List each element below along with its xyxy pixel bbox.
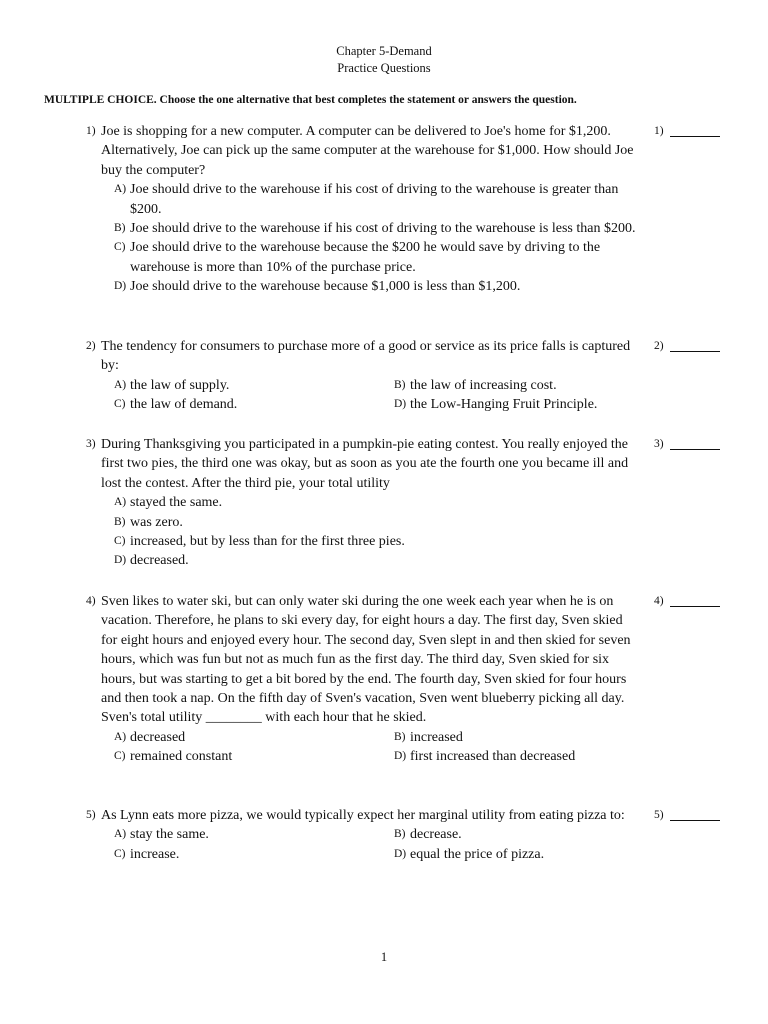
option-text: decreased. [130, 553, 189, 569]
option-c[interactable] [114, 747, 394, 766]
answer-label: 3) [654, 438, 664, 450]
option-b[interactable] [394, 376, 654, 395]
option-d[interactable] [114, 551, 642, 570]
question-number: 2) [86, 340, 96, 352]
question-3 [86, 435, 642, 571]
answer-label: 2) [654, 340, 664, 352]
option-d[interactable] [394, 747, 654, 766]
question-number: 5) [86, 809, 96, 821]
option-label: C) [114, 750, 126, 763]
option-label: D) [394, 750, 407, 763]
answer-blank-3[interactable] [654, 437, 720, 450]
option-label: D) [394, 847, 407, 860]
question-number: 4) [86, 595, 96, 607]
option-c[interactable] [114, 532, 642, 551]
option-text: increased [410, 729, 463, 745]
instructions: MULTIPLE CHOICE. Choose the one alternative that best completes the statement or answers the question. [44, 94, 577, 106]
option-label: A) [114, 183, 127, 196]
option-label: C) [114, 398, 126, 411]
option-text: Joe should drive to the warehouse if his cost of driving to the warehouse is less than $200. [130, 221, 636, 237]
answer-line [670, 437, 720, 450]
option-label: B) [394, 828, 406, 841]
page-number: 1 [380, 950, 388, 964]
option-text: Joe should drive to the warehouse because $1,000 is less than $1,200. [130, 279, 521, 295]
option-a[interactable] [114, 376, 394, 395]
option-label: B) [114, 515, 126, 528]
answer-blank-5[interactable] [654, 808, 720, 821]
option-label: A) [114, 496, 127, 509]
option-text: the law of demand. [130, 397, 238, 413]
option-c[interactable] [114, 238, 642, 277]
option-label: C) [114, 847, 126, 860]
option-label: C) [114, 535, 126, 548]
option-b[interactable] [394, 825, 654, 844]
option-text: remained constant [130, 749, 233, 765]
option-text: the Low-Hanging Fruit Principle. [410, 397, 598, 413]
option-text: was zero. [130, 514, 183, 530]
answer-blank-2[interactable] [654, 339, 720, 352]
question-4 [86, 592, 642, 767]
option-label: D) [394, 398, 407, 411]
option-text: decreased [130, 729, 186, 745]
answer-line [670, 339, 720, 352]
question-text: The tendency for consumers to purchase more of a good or service as its price falls is captured by: [101, 339, 631, 374]
option-a[interactable] [114, 180, 642, 219]
question-5 [86, 806, 642, 864]
answer-line [670, 808, 720, 821]
option-a[interactable] [114, 825, 394, 844]
option-a[interactable] [114, 728, 394, 747]
option-label: A) [114, 730, 127, 743]
option-text: first increased than decreased [410, 749, 576, 765]
answer-label: 5) [654, 809, 664, 821]
option-label: D) [114, 280, 127, 293]
option-text: the law of increasing cost. [410, 377, 557, 393]
answer-label: 1) [654, 125, 664, 137]
question-text: Sven likes to water ski, but can only water ski during the one week each year when he is on vacation. Therefore, he plans to ski every day, for eight hours a day. The first day, Sven skied for eight hours and enjoyed every hour. The second day, Sven slept in and then skied for seven hours, which was fun but not as much fun as the first day. The third day, Sven skied for six hours, but was starting to get a bit bored by the end. The fourth day, Sven skied for four hours and then took a nap. On the fifth day of Sven's vacation, Sven went blueberry picking all day. Sven's total utility ________ with each hour that he skied. [101, 594, 631, 726]
option-b[interactable] [114, 513, 642, 532]
option-label: D) [114, 554, 127, 567]
option-label: A) [114, 828, 127, 841]
option-b[interactable] [114, 219, 642, 238]
option-text: the law of supply. [130, 377, 230, 393]
option-c[interactable] [114, 845, 394, 864]
option-c[interactable] [114, 395, 394, 414]
question-1 [86, 122, 642, 297]
option-d[interactable] [394, 395, 654, 414]
option-text: increased, but by less than for the first three pies. [130, 534, 405, 550]
page-subtitle: Practice Questions [337, 61, 431, 75]
question-number: 1) [86, 125, 96, 137]
question-text: During Thanksgiving you participated in a pumpkin-pie eating contest. You really enjoyed the first two pies, the third one was okay, but as soon as you ate the fourth one you became ill and lost the contest. After the third pie, your total utility [101, 437, 629, 491]
option-label: C) [114, 241, 126, 254]
answer-blank-4[interactable] [654, 594, 720, 607]
answer-line [670, 124, 720, 137]
option-text: equal the price of pizza. [410, 846, 545, 862]
answer-line [670, 594, 720, 607]
question-2 [86, 337, 642, 415]
option-label: B) [114, 222, 126, 235]
question-text: Joe is shopping for a new computer. A computer can be delivered to Joe's home for $1,200. Alternatively, Joe can pick up the same computer at the warehouse for $1,000. How should Joe buy the computer? [101, 124, 634, 178]
option-label: B) [394, 378, 406, 391]
option-text: stay the same. [130, 827, 209, 843]
option-text: increase. [130, 846, 180, 862]
answer-label: 4) [654, 595, 664, 607]
option-text: Joe should drive to the warehouse if his cost of driving to the warehouse is greater than $200. [130, 182, 619, 217]
option-b[interactable] [394, 728, 654, 747]
chapter-title: Chapter 5-Demand [336, 44, 432, 58]
option-label: A) [114, 378, 127, 391]
question-number: 3) [86, 438, 96, 450]
question-text: As Lynn eats more pizza, we would typically expect her marginal utility from eating pizza to: [101, 808, 625, 823]
option-text: Joe should drive to the warehouse because the $200 he would save by driving to the warehouse is more than 10% of the purchase price. [130, 240, 601, 275]
option-text: decrease. [410, 827, 462, 843]
option-label: B) [394, 730, 406, 743]
option-d[interactable] [114, 277, 642, 296]
answer-blank-1[interactable] [654, 124, 720, 137]
option-text: stayed the same. [130, 495, 223, 511]
option-d[interactable] [394, 845, 654, 864]
option-a[interactable] [114, 493, 642, 512]
